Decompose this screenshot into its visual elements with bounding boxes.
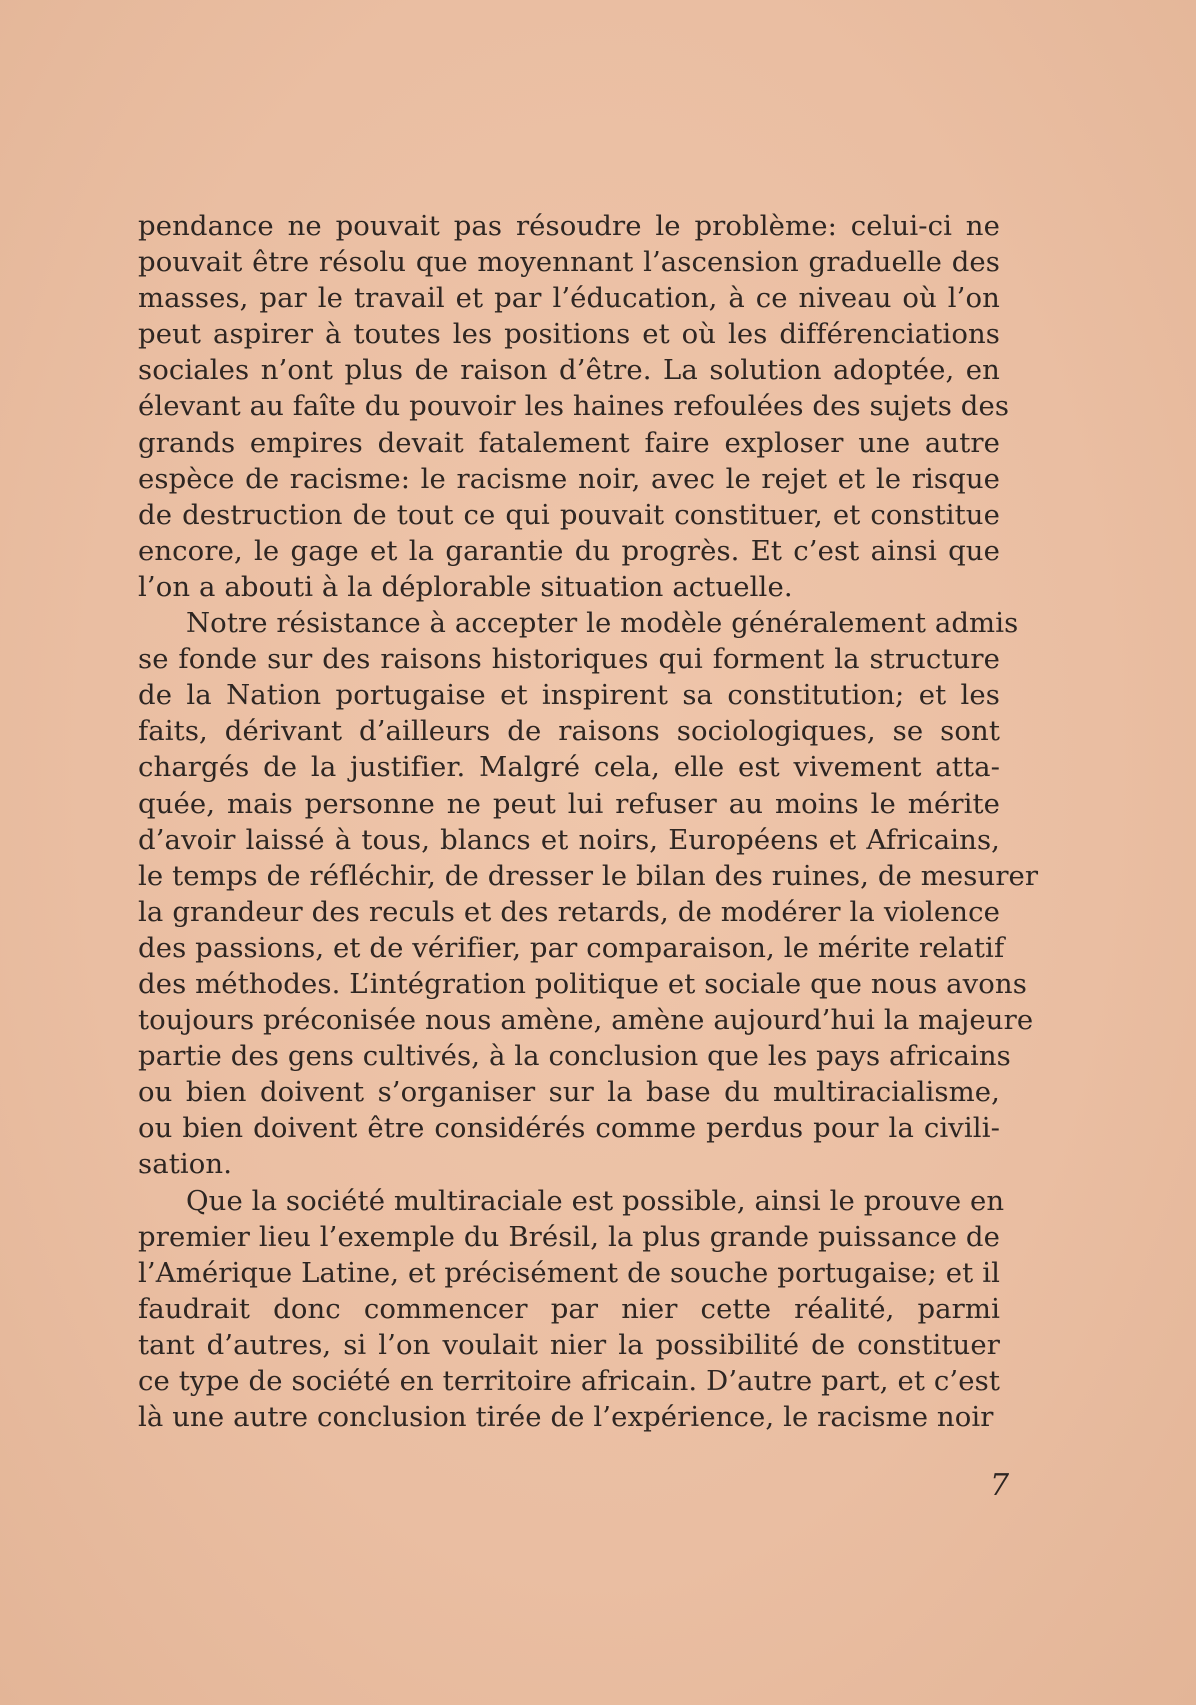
body-text [138, 208, 1039, 1435]
text-line: chargés de la justifier. Malgré cela, elle est vivement atta- [138, 751, 1000, 784]
text-line: l’Amérique Latine, et précisément de souche portugaise; et il [138, 1256, 1000, 1289]
text-line: toujours préconisée nous amène, amène aujourd’hui la majeure [138, 1004, 1034, 1037]
paragraph [138, 208, 1010, 605]
text-line: le temps de réfléchir, de dresser le bilan des ruines, de mesurer [138, 859, 1039, 892]
text-line: de la Nation portugaise et inspirent sa constitution; et les [138, 679, 1000, 712]
text-line: faits, dérivant d’ailleurs de raisons sociologiques, se sont [138, 715, 1000, 748]
text-line: élevant au faîte du pouvoir les haines refoulées des sujets des [138, 390, 1010, 423]
text-line: encore, le gage et la garantie du progrès. Et c’est ainsi que [138, 534, 1000, 567]
text-line: ou bien doivent être considérés comme perdus pour la civili- [138, 1112, 1000, 1145]
text-line: grands empires devait fatalement faire exploser une autre [138, 426, 1000, 459]
text-line: pouvait être résolu que moyennant l’ascension graduelle des [138, 246, 1000, 279]
text-line: l’on a abouti à la déplorable situation actuelle. [138, 570, 793, 603]
text-line: partie des gens cultivés, à la conclusion que les pays africains [138, 1040, 1011, 1073]
text-line: quée, mais personne ne peut lui refuser au moins le mérite [138, 787, 1000, 820]
text-line: Notre résistance à accepter le modèle généralement admis [186, 607, 1019, 640]
text-line: d’avoir laissé à tous, blancs et noirs, Européens et Africains, [138, 823, 1000, 856]
text-line: là une autre conclusion tirée de l’expérience, le racisme noir [138, 1401, 994, 1434]
text-line: des passions, et de vérifier, par comparaison, le mérite relatif [138, 931, 1005, 964]
text-line: se fonde sur des raisons historiques qui forment la structure [138, 643, 1000, 676]
text-line: ou bien doivent s’organiser sur la base du multiracialisme, [138, 1076, 1000, 1109]
text-line: de destruction de tout ce qui pouvait constituer, et constitue [138, 498, 1000, 531]
paragraph [138, 1183, 1005, 1436]
text-line: masses, par le travail et par l’éducation, à ce niveau où l’on [138, 282, 1000, 315]
text-line: peut aspirer à toutes les positions et où les différenciations [138, 318, 1000, 351]
text-line: premier lieu l’exemple du Brésil, la plus grande puissance de [138, 1220, 1000, 1253]
text-line: tant d’autres, si l’on voulait nier la possibilité de constituer [138, 1328, 1000, 1361]
page-number: 7 [990, 1468, 1010, 1503]
text-line: ce type de société en territoire africain. D’autre part, et c’est [138, 1365, 1000, 1397]
text-line: pendance ne pouvait pas résoudre le problème: celui-ci ne [138, 210, 1000, 242]
paragraph [138, 605, 1039, 1183]
text-line: la grandeur des reculs et des retards, de modérer la violence [138, 895, 1000, 928]
text-line: des méthodes. L’intégration politique et sociale que nous avons [138, 967, 1027, 1000]
text-line: faudrait donc commencer par nier cette réalité, parmi [138, 1292, 1000, 1325]
text-line: espèce de racisme: le racisme noir, avec le rejet et le risque [138, 462, 1000, 495]
text-line: sociales n’ont plus de raison d’être. La solution adoptée, en [138, 354, 1000, 387]
text-line: sation. [138, 1148, 233, 1181]
text-line: Que la société multiraciale est possible, ainsi le prouve en [186, 1184, 1005, 1217]
